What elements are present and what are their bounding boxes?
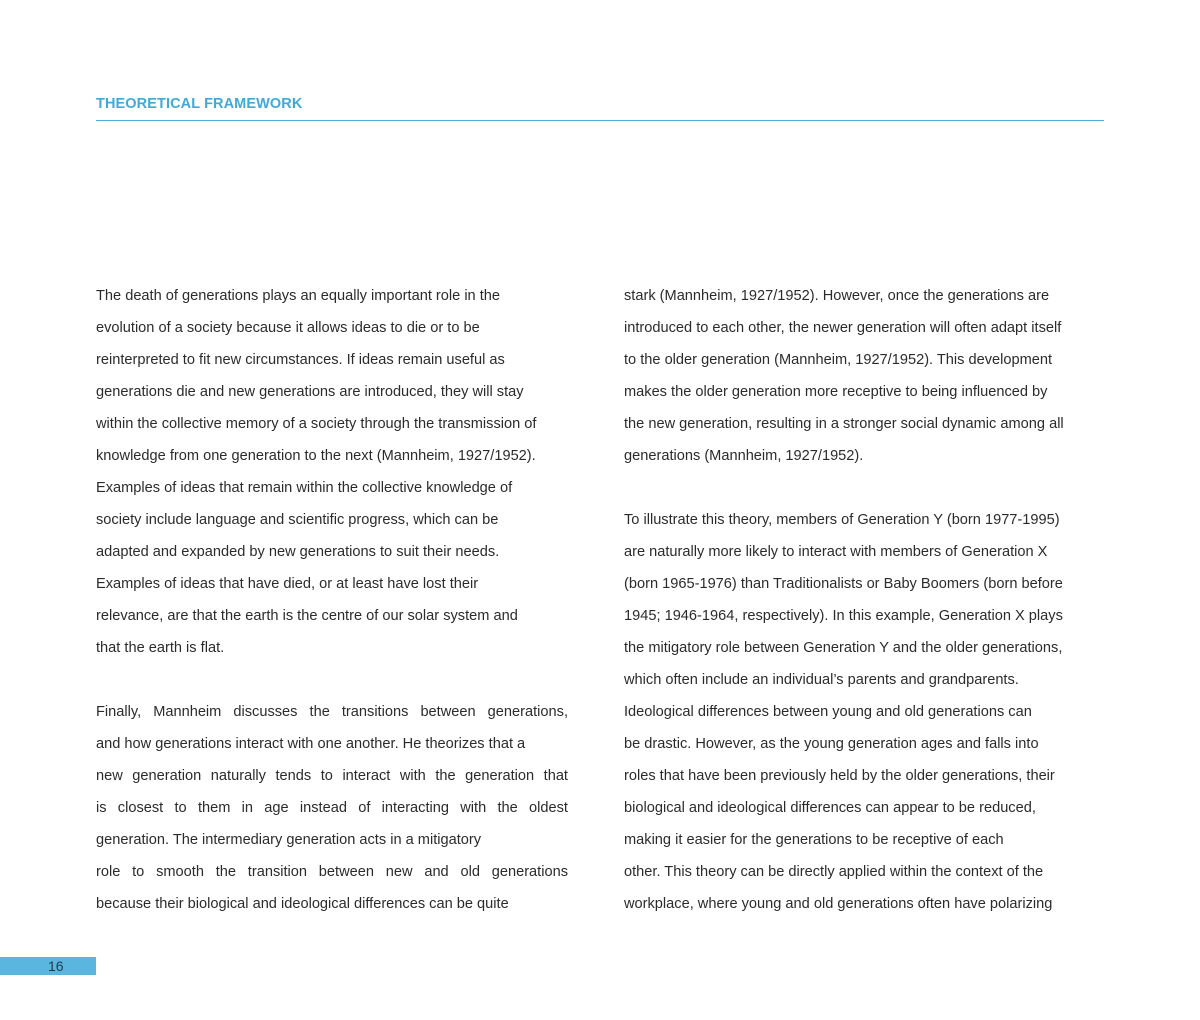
section-header	[96, 95, 1104, 121]
paragraph	[624, 280, 1114, 472]
text-line: because their biological and ideological differences can be quite	[96, 896, 509, 912]
text-line: (born 1965-1976) than Traditionalists or Baby Boomers (born before	[624, 576, 1063, 592]
text-line: role to smooth the transition between new and old generations	[96, 864, 568, 880]
section-title: THEORETICAL FRAMEWORK	[96, 96, 303, 112]
left-column	[96, 280, 586, 920]
text-line: makes the older generation more receptive to being influenced by	[624, 384, 1048, 400]
text-line: the mitigatory role between Generation Y and the older generations,	[624, 640, 1063, 656]
text-line: relevance, are that the earth is the centre of our solar system and	[96, 608, 518, 624]
text-line: roles that have been previously held by the older generations, their	[624, 768, 1055, 784]
text-line: 1945; 1946-1964, respectively). In this example, Generation X plays	[624, 608, 1063, 624]
paragraph	[96, 696, 586, 920]
paragraph	[96, 280, 586, 664]
text-line: new generation naturally tends to interact with the generation that	[96, 768, 568, 784]
text-line: reinterpreted to fit new circumstances. If ideas remain useful as	[96, 352, 505, 368]
right-column	[624, 280, 1114, 920]
text-line: is closest to them in age instead of interacting with the oldest	[96, 800, 568, 816]
text-line: which often include an individual’s parents and grandparents.	[624, 672, 1019, 688]
text-line: other. This theory can be directly applied within the context of the	[624, 864, 1044, 880]
paragraph	[624, 504, 1114, 920]
text-line: society include language and scientific progress, which can be	[96, 512, 499, 528]
text-line: introduced to each other, the newer generation will often adapt itself	[624, 320, 1062, 336]
text-line: and how generations interact with one another. He theorizes that a	[96, 736, 526, 752]
text-line: To illustrate this theory, members of Generation Y (born 1977-1995)	[624, 512, 1060, 528]
text-line: to the older generation (Mannheim, 1927/1952). This development	[624, 352, 1053, 368]
paragraph-gap	[624, 472, 1114, 504]
text-line: making it easier for the generations to be receptive of each	[624, 832, 1004, 848]
text-line: workplace, where young and old generations often have polarizing	[624, 896, 1053, 912]
text-line: generations die and new generations are introduced, they will stay	[96, 384, 524, 400]
text-line: that the earth is flat.	[96, 640, 225, 656]
text-line: generations (Mannheim, 1927/1952).	[624, 448, 864, 464]
text-line: generation. The intermediary generation acts in a mitigatory	[96, 832, 482, 848]
page-number-tab	[0, 957, 96, 975]
text-line: the new generation, resulting in a stronger social dynamic among all	[624, 416, 1064, 432]
text-line: The death of generations plays an equally important role in the	[96, 288, 501, 304]
text-line: Examples of ideas that have died, or at least have lost their	[96, 576, 479, 592]
text-line: evolution of a society because it allows ideas to die or to be	[96, 320, 480, 336]
text-line: Finally, Mannheim discusses the transitions between generations,	[96, 704, 568, 720]
text-line: Ideological differences between young and old generations can	[624, 704, 1032, 720]
text-line: are naturally more likely to interact with members of Generation X	[624, 544, 1048, 560]
text-line: knowledge from one generation to the next (Mannheim, 1927/1952).	[96, 448, 536, 464]
text-line: Examples of ideas that remain within the collective knowledge of	[96, 480, 513, 496]
text-line: adapted and expanded by new generations to suit their needs.	[96, 544, 500, 560]
page-number: 16	[48, 958, 64, 974]
text-line: biological and ideological differences can appear to be reduced,	[624, 800, 1036, 816]
text-line: within the collective memory of a society through the transmission of	[96, 416, 537, 432]
text-line: stark (Mannheim, 1927/1952). However, once the generations are	[624, 288, 1050, 304]
text-line: be drastic. However, as the young generation ages and falls into	[624, 736, 1039, 752]
paragraph-gap	[96, 664, 586, 696]
